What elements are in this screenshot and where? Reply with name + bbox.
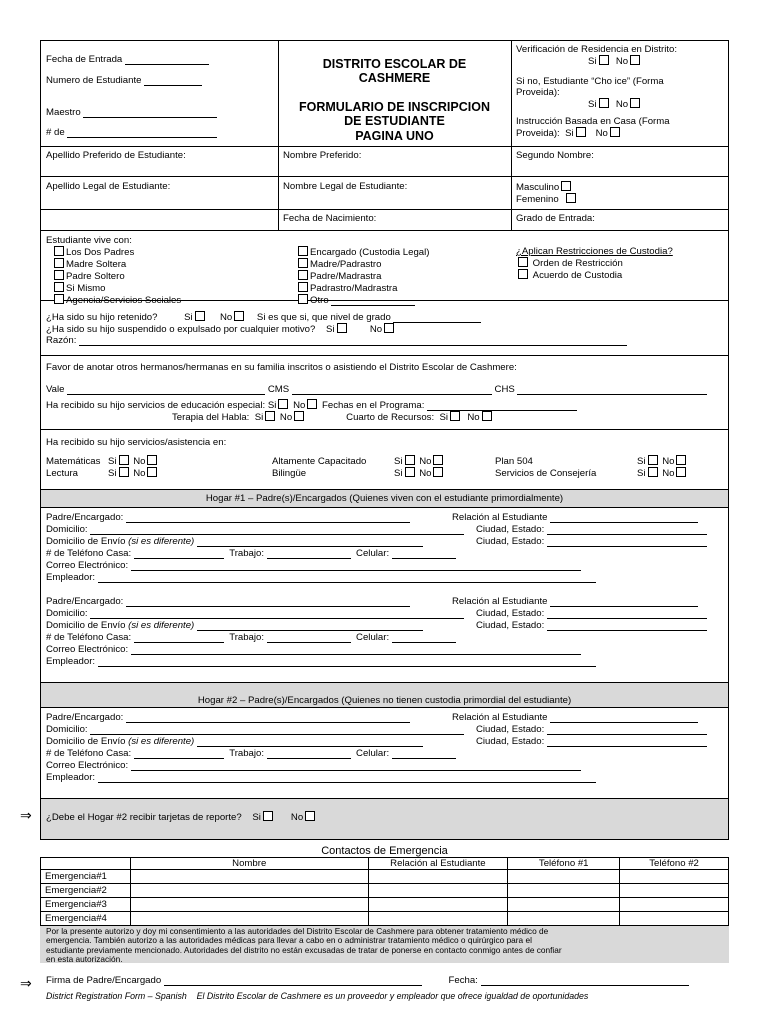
row-label: Emergencia#4	[41, 912, 131, 926]
consejeria-si-checkbox[interactable]	[648, 467, 658, 477]
terapia-row: Terapia del Habla: Si No Cuarto de Recursos: Si No	[172, 411, 494, 423]
casa-label: Instrucción Basada en Casa (Forma	[516, 116, 670, 128]
hogar1-parent1: Padre/Encargado: Relación al Estudiante Domicilio: Ciudad, Estado: Domicilio de Envío (si es diferente) Ciudad, Estado: # de Teléfono Casa: Trabajo: Celular: Correo Electrónico: Empleador:	[46, 512, 726, 584]
masculino-label: Masculino	[516, 182, 560, 193]
arrow-right-icon: ⇒	[20, 975, 32, 991]
femenino-checkbox[interactable]	[566, 193, 576, 203]
vive-checkbox[interactable]	[298, 282, 308, 292]
retenido-no-checkbox[interactable]	[234, 311, 244, 321]
divider	[40, 146, 729, 147]
segundo-nombre-label: Segundo Nombre:	[516, 150, 594, 161]
maestro-field[interactable]	[46, 107, 217, 118]
fecha-field[interactable]	[481, 976, 689, 986]
terapia-si-checkbox[interactable]	[265, 411, 275, 421]
retenido-row: ¿Ha sido su hijo retenido? Si No Si es que si, que nivel de grado	[46, 311, 481, 323]
choice-label: Si no, Estudiante “Cho ice” (Forma	[516, 76, 664, 88]
grado-entrada-label: Grado de Entrada:	[516, 213, 595, 224]
vive-col1: Los Dos Padres Madre Soltera Padre Soltero Si Mismo Agencia/Servicios Sociales	[52, 246, 181, 306]
residencia-no-checkbox[interactable]	[630, 55, 640, 65]
bilingue-si-checkbox[interactable]	[405, 467, 415, 477]
fecha-label: Fecha:	[448, 975, 478, 986]
sexo-block	[516, 181, 578, 205]
fecha-entrada-field[interactable]	[46, 54, 209, 65]
nombre-legal-label: Nombre Legal de Estudiante:	[283, 181, 408, 192]
divider	[511, 40, 512, 230]
tarjetas-si-checkbox[interactable]	[263, 811, 273, 821]
maestro-label: Maestro	[46, 107, 81, 118]
tarjetas-row: ¿Debe el Hogar #2 recibir tarjetas de reporte? Si No	[46, 811, 317, 823]
servicios-col2: Altamente Capacitado Si No Bilingüe Si No	[272, 455, 445, 479]
cuarto-si-checkbox[interactable]	[450, 411, 460, 421]
masculino-checkbox[interactable]	[561, 181, 571, 191]
residencia-block: Verificación de Residencia en Distrito: Si No Si no, Estudiante “Cho ice” (Forma Proveida): Si No Instrucción Basada en Casa (Forma Proveida): Si No	[516, 44, 728, 139]
numero-estudiante-label: Numero de Estudiante	[46, 75, 142, 86]
choice-no-checkbox[interactable]	[630, 98, 640, 108]
tarjetas-no-checkbox[interactable]	[305, 811, 315, 821]
suspendido-row: ¿Ha sido su hijo suspendido o expulsado por cualquier motivo? Si No	[46, 323, 396, 335]
apellido-legal-label: Apellido Legal de Estudiante:	[46, 181, 171, 192]
vive-col2: Encargado (Custodia Legal) Madre/Padrastro Padre/Madrastra Padrastro/Madrastra Otro	[296, 246, 429, 306]
emergencia-title: Contactos de Emergencia	[321, 845, 448, 857]
arrow-right-icon: ⇒	[20, 807, 32, 823]
especial-si-checkbox[interactable]	[278, 399, 288, 409]
numero-estudiante-field[interactable]	[46, 75, 202, 86]
divider	[40, 176, 729, 177]
hogar2-title: Hogar #2 – Padre(s)/Encargados (Quienes no tienen custodia primordial del estudiante)	[197, 695, 572, 706]
footer-equal-opportunity: El Distrito Escolar de Cashmere es un proveedor y empleador que ofrece igualdad de oportunidades	[196, 991, 589, 1001]
vive-checkbox[interactable]	[298, 294, 308, 304]
firma-row	[46, 975, 689, 986]
table-header: Nombre	[130, 858, 368, 870]
especial-row: Ha recibido su hijo servicios de educación especial: Si No Fechas en el Programa:	[46, 399, 577, 411]
lectura-no-checkbox[interactable]	[147, 467, 157, 477]
table-header	[41, 858, 131, 870]
vive-checkbox[interactable]	[54, 258, 64, 268]
restriccion-checkbox[interactable]	[518, 269, 528, 279]
bilingue-no-checkbox[interactable]	[433, 467, 443, 477]
plan504-no-checkbox[interactable]	[676, 455, 686, 465]
servicios-label: Ha recibido su hijo servicios/asistencia en:	[46, 437, 227, 448]
emergencia-table	[40, 857, 729, 926]
casa-si-checkbox[interactable]	[576, 127, 586, 137]
vive-checkbox[interactable]	[298, 270, 308, 280]
hogar1-parent2: Padre/Encargado: Relación al Estudiante Domicilio: Ciudad, Estado: Domicilio de Envío (si es diferente) Ciudad, Estado: # de Teléfono Casa: Trabajo: Celular: Correo Electrónico: Empleador:	[46, 596, 726, 668]
vive-checkbox[interactable]	[54, 270, 64, 280]
hermanos-label: Favor de anotar otros hermanos/hermanas en su familia inscritos o asistiendo el Distrito Escolar de Cashmere:	[46, 362, 517, 373]
hogar2-parent: Padre/Encargado: Relación al Estudiante Domicilio: Ciudad, Estado: Domicilio de Envío (si es diferente) Ciudad, Estado: # de Teléfono Casa: Trabajo: Celular: Correo Electrónico: Empleador:	[46, 712, 726, 784]
consejeria-no-checkbox[interactable]	[676, 467, 686, 477]
row-label: Emergencia#2	[41, 884, 131, 898]
residencia-si-checkbox[interactable]	[599, 55, 609, 65]
matematicas-si-checkbox[interactable]	[119, 455, 129, 465]
servicios-col1: Matemáticas Si No Lectura Si No	[46, 455, 159, 479]
nombre-preferido-label: Nombre Preferido:	[283, 150, 362, 161]
altamente-si-checkbox[interactable]	[405, 455, 415, 465]
servicios-col3: Plan 504 Si No Servicios de Consejería Si No	[495, 455, 688, 479]
table-row	[41, 912, 729, 926]
divider	[40, 507, 729, 508]
altamente-no-checkbox[interactable]	[433, 455, 443, 465]
plan504-si-checkbox[interactable]	[648, 455, 658, 465]
divider	[40, 230, 729, 231]
footer-form-name: District Registration Form – Spanish	[46, 991, 187, 1001]
hermanos-row: Vale CMS CHS	[46, 384, 707, 395]
vive-checkbox[interactable]	[298, 246, 308, 256]
apellido-preferido-label: Apellido Preferido de Estudiante:	[46, 150, 186, 161]
footer	[46, 991, 588, 1001]
casa-no-checkbox[interactable]	[610, 127, 620, 137]
divider	[40, 429, 729, 430]
firma-label: Firma de Padre/Encargado	[46, 975, 162, 986]
table-row	[41, 884, 729, 898]
divider	[40, 707, 729, 708]
table-row	[41, 898, 729, 912]
vive-checkbox[interactable]	[54, 246, 64, 256]
choice-si-checkbox[interactable]	[599, 98, 609, 108]
razon-field[interactable]: Razón:	[46, 335, 627, 346]
vive-checkbox[interactable]	[54, 282, 64, 292]
suspendido-no-checkbox[interactable]	[384, 323, 394, 333]
page-title: DISTRITO ESCOLAR DE CASHMERE FORMULARIO DE INSCRIPCION DE ESTUDIANTE PAGINA UNO	[299, 57, 490, 143]
numero-label: # de	[46, 127, 65, 138]
table-header: Teléfono #1	[508, 858, 620, 870]
restricciones-block: ¿Aplican Restricciones de Custodia? Orden de Restricción Acuerdo de Custodia	[516, 246, 673, 282]
terapia-no-checkbox[interactable]	[294, 411, 304, 421]
verif-label: Verificación de Residencia en Distrito:	[516, 44, 678, 55]
restriccion-checkbox[interactable]	[518, 257, 528, 267]
hogar1-title: Hogar #1 – Padre(s)/Encargados (Quienes viven con el estudiante primordialmente)	[205, 493, 564, 504]
matematicas-no-checkbox[interactable]	[147, 455, 157, 465]
fecha-entrada-label: Fecha de Entrada	[46, 54, 123, 65]
restricciones-title: ¿Aplican Restricciones de Custodia?	[516, 246, 673, 257]
vive-checkbox[interactable]	[298, 258, 308, 268]
cuarto-no-checkbox[interactable]	[482, 411, 492, 421]
lectura-si-checkbox[interactable]	[119, 467, 129, 477]
table-header-row	[41, 858, 729, 870]
suspendido-si-checkbox[interactable]	[337, 323, 347, 333]
row-label: Emergencia#3	[41, 898, 131, 912]
vive-checkbox[interactable]	[54, 294, 64, 304]
vive-con-label: Estudiante vive con:	[46, 235, 132, 246]
retenido-si-checkbox[interactable]	[195, 311, 205, 321]
table-header: Relación al Estudiante	[368, 858, 508, 870]
fecha-nacimiento-label: Fecha de Nacimiento:	[283, 213, 377, 224]
table-header: Teléfono #2	[620, 858, 729, 870]
table-row	[41, 870, 729, 884]
row-label: Emergencia#1	[41, 870, 131, 884]
femenino-label: Femenino	[516, 194, 559, 206]
numero-field[interactable]	[46, 127, 217, 138]
consent-text: Por la presente autorizo y doy mi consentimiento a las autoridades del Distrito Escolar de Cashmere para obtener tratamiento médico de emergencia. También autorizo a las autoridades médicas para llevar a cabo en o administrar tratamiento médico o quirúrgico para el estudiante previamente mencionado. Autoridades del distrito no están excusadas de tratar de ponerse en contacto conmigo antes de confiar en esta autorización.	[46, 926, 562, 964]
especial-no-checkbox[interactable]	[307, 399, 317, 409]
firma-field[interactable]	[164, 976, 422, 986]
divider	[40, 209, 729, 210]
divider	[40, 355, 729, 356]
